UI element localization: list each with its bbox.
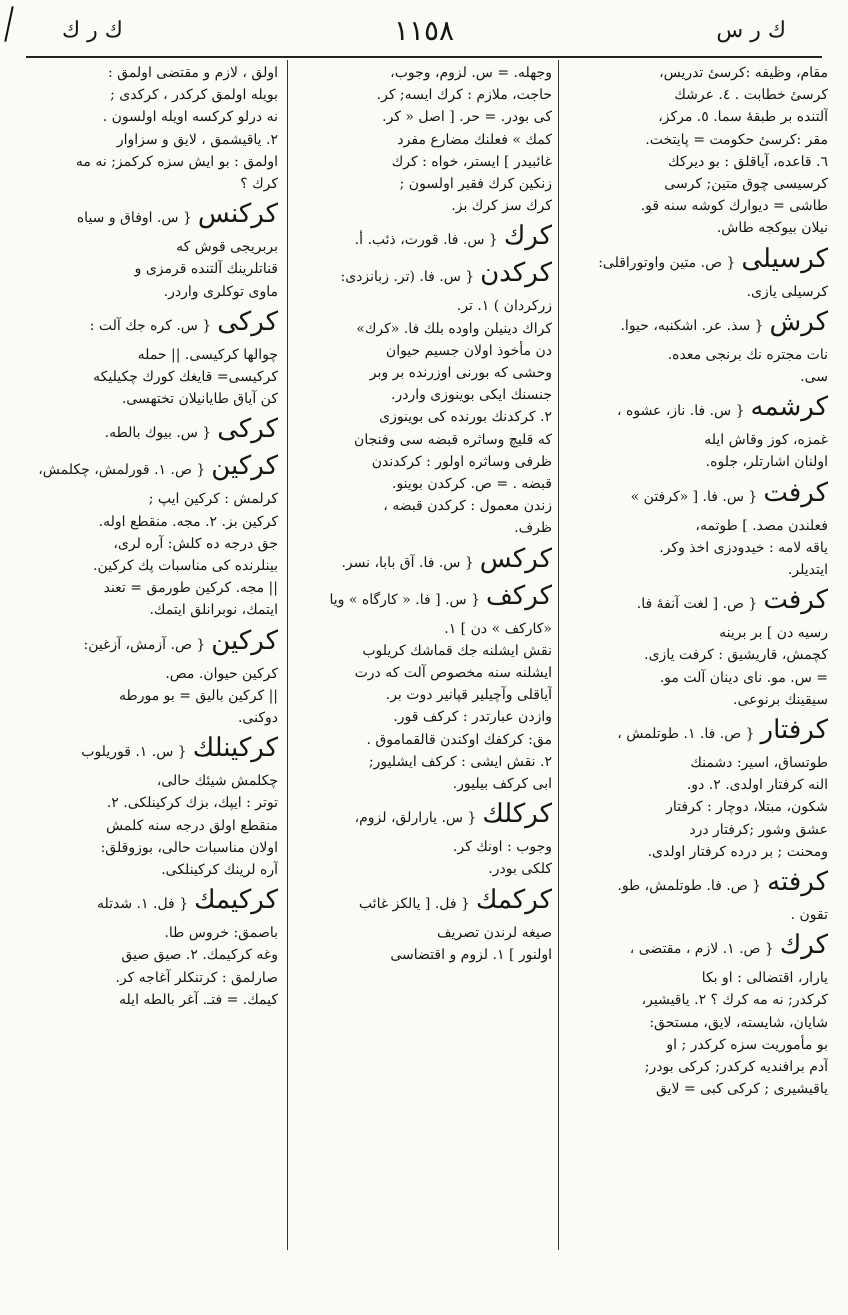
text-line: كرسىٔ خطابت . ٤. عرشك — [674, 87, 828, 104]
entry-headword: كركين — [211, 625, 278, 656]
dictionary-entry — [300, 222, 552, 254]
text-line: كرك سز كرك بز. — [451, 198, 552, 215]
entry-headword: كرك — [779, 930, 828, 961]
entry-line: كرسيلى يازى. — [746, 283, 828, 300]
entry-headword: كركى — [217, 414, 278, 445]
entry-line: نات مجتره نك برنجى معده. — [667, 346, 828, 363]
entry-line: ظرفى وساثره اولور : كركدندن — [371, 453, 552, 470]
text-line: ٢. ياقيشمق ، لايق و سزاوار — [116, 131, 278, 148]
entry-definition: { ص. فا. طوتلمش، طو. — [617, 878, 762, 895]
entry-line: جق درجه ده كلش: آره لرى، — [113, 535, 278, 552]
text-line: آلتنده بر طبقهٔ سما. ٥. مركز، — [658, 109, 828, 126]
entry-headword: كركين — [211, 451, 278, 482]
dictionary-entry — [576, 716, 828, 863]
entry-first-line — [300, 259, 552, 291]
entry-line: ٢. كركدنك بورنده كى بوينوزى — [379, 409, 552, 426]
entry-definition: { س. فا. قورت، ذئب. أ. — [354, 232, 498, 249]
dictionary-entry — [26, 308, 278, 411]
entry-first-line — [576, 868, 828, 900]
entry-line: = س. مو. ناى دينان آلت مو. — [659, 669, 828, 686]
entry-first-line — [300, 582, 552, 614]
entry-line: ماوى توكلرى واردر. — [163, 283, 278, 300]
entry-line: وحشى كه بورنى اوزرنده بر وبر — [369, 365, 552, 382]
entry-line: كراك دينيلن واوده بلك فا. «كرك» — [356, 320, 552, 337]
entry-first-line — [26, 200, 278, 232]
text-line: ٦. قاعده، آياقلق : بو دیركك — [668, 153, 828, 170]
column-right — [576, 62, 828, 1252]
entry-definition: { ص. آزمش، آزغين: — [83, 636, 206, 653]
text-line: نيلان بيوكجه طاش. — [716, 220, 828, 237]
entry-line: كلكى بودر. — [488, 861, 552, 878]
text-line: بويله اولمق كركدر ، كركدى ; — [110, 87, 278, 104]
entry-line: ٢. نقش ايشى : كركف ايشليور; — [368, 753, 552, 770]
dictionary-entry — [26, 886, 278, 1011]
dictionary-entry — [26, 200, 278, 303]
entry-line: بربريجى قوش كه — [176, 239, 278, 256]
entry-first-line — [26, 452, 278, 484]
entry-first-line — [300, 886, 552, 918]
column-divider — [558, 60, 559, 1250]
entry-line: ومحنت ; بر درده كرفتار اولدى. — [647, 843, 828, 860]
entry-line: وغه كركيمك. ٢. صيق صيق — [121, 947, 278, 964]
text-line: غائبيدر ] ايستر، خواه : كرك — [391, 153, 552, 170]
text-line: حاجت، ملازم : كرك ايسه; كر. — [376, 87, 552, 104]
entry-line: طوتساق، اسير: دشمنك — [690, 755, 828, 772]
entry-first-line — [26, 308, 278, 340]
header-rule — [26, 56, 822, 58]
entry-line: كچمش، قاريشيق : كرفت يازى. — [644, 647, 828, 664]
column-divider — [287, 60, 288, 1250]
entry-definition: { فل. ١. شدتله — [96, 896, 189, 913]
text-line: اولمق : بو ايش سزه كركمز; نه مه — [75, 153, 278, 170]
entry-line: رسيه دن ] بر برينه — [719, 625, 828, 642]
entry-headword: كركلك — [482, 799, 552, 830]
text-line: نه درلو كركسه اويله اولسون . — [102, 109, 278, 126]
entry-line: آره لرينك كركينلكى. — [161, 862, 278, 879]
entry-headword: كركف — [485, 580, 552, 611]
entry-line: مق: كركفك اوكندن قالقماموق . — [366, 731, 552, 748]
entry-line: اولنان اشارتلر، جلوه. — [705, 454, 828, 471]
entry-line: باصمق: خروس طا. — [164, 925, 278, 942]
text-line: مقر :كرسىٔ حكومت = پايتخت. — [645, 131, 828, 148]
entry-line: كركدر; نه مه كرك ؟ ٢. ياقيشير، — [641, 992, 828, 1009]
entry-line: سيقينك برنوعى. — [733, 691, 828, 708]
dictionary-entry — [26, 415, 278, 447]
entry-definition: { فل. [ يالكز غائب — [358, 895, 470, 912]
dictionary-entry — [576, 308, 828, 388]
entry-line: قبضه . = ص. كركدن بوينو. — [392, 476, 552, 493]
entry-first-line — [26, 734, 278, 766]
entry-line: جنسنك ايكى بوينوزى واردر. — [391, 387, 552, 404]
entry-line: نقش ايشلنه جك قماشك كريلوب — [362, 642, 552, 659]
column-middle — [300, 62, 552, 1252]
entry-line: فعلندن مصد. ] طوتمه، — [695, 517, 828, 534]
entry-line: بينلرنده كى مناسبات پك كركين. — [93, 558, 278, 575]
text-line: وجهله. = س. لزوم، وجوب، — [390, 65, 552, 81]
entry-line: || كركين باليق = بو مورطه — [119, 687, 278, 704]
entry-line: بو مأموريت سزه كركدر ; او — [666, 1036, 828, 1053]
dictionary-entry — [300, 545, 552, 577]
entry-line: صارلمق : كرتنكلر آغاجه كر. — [115, 969, 278, 986]
header-left-guide: ك ر ك — [62, 18, 123, 43]
entry-line: تقون . — [790, 907, 828, 924]
entry-definition: { س. [ فا. « كارگاه » ويا — [329, 591, 480, 608]
entry-headword: كركيمك — [194, 885, 278, 916]
entry-line: ظرف. — [514, 520, 552, 537]
text-line: طاشى = ديوارك كوشه سنه قو. — [640, 198, 828, 215]
text-line: كرسيسى چوق متين; كرسى — [664, 176, 828, 193]
entry-headword: كرك — [503, 221, 552, 252]
entry-headword: كرفتار — [760, 715, 828, 746]
entry-line: || مجه. كركين طورمق = تعند — [103, 580, 278, 597]
dictionary-entry — [300, 886, 552, 966]
entry-line: كيمك. = فتـ. آغر بالطه ايله — [119, 991, 278, 1008]
entry-headword: كرسيلى — [741, 243, 828, 274]
entry-headword: كركس — [479, 543, 552, 574]
dictionary-entry — [576, 868, 828, 926]
entry-line: النه كرفتار اولدى. ٢. دو. — [686, 777, 828, 794]
entry-line: كن آياق طايانيلان تختهسى. — [121, 391, 278, 408]
entry-definition: { ص. ١. لازم ، مقتضى ، — [629, 941, 774, 958]
dictionary-entry — [300, 259, 552, 539]
entry-line: اولان مناسبات حالى، بوزوقلق: — [100, 839, 278, 856]
entry-first-line — [26, 627, 278, 659]
entry-line: ايتمك، نوبرانلق ايتمك. — [149, 602, 278, 619]
text-line: اولق ، لازم و مقتضى اولمق : — [107, 65, 278, 81]
entry-line: زندن معمول : كركدن قبضه ، — [383, 498, 552, 515]
dictionary-entry — [576, 393, 828, 473]
entry-first-line — [576, 308, 828, 340]
entry-headword: كركمك — [475, 884, 552, 915]
entry-definition: { ص. متين واوتوراقلى: — [598, 254, 736, 271]
entry-headword: كركينلك — [192, 733, 278, 764]
entry-line: صيغه لرندن تصريف — [437, 924, 552, 941]
entry-line: چكلمش شيئك حالى، — [156, 773, 278, 790]
entry-line: كه قليچ وساثره قبضه سى وفنجان — [354, 431, 552, 448]
entry-headword: كرشمه — [750, 392, 828, 423]
text-line: مقام، وظيفه :كرسىٔ تدريس، — [659, 65, 828, 81]
dictionary-entry — [576, 479, 828, 582]
entry-definition: { س. فا. آق بابا، نسر. — [341, 554, 474, 571]
entry-first-line — [26, 886, 278, 918]
entry-line: قناتلرينك آلتنده قرمزى و — [134, 261, 278, 278]
entry-first-line — [300, 545, 552, 577]
entry-line: آياقلى وآچيلير قپانير دوت بر. — [385, 687, 552, 704]
entry-line: آدم برافنديه كركدر; كركى بودر; — [644, 1059, 828, 1076]
entry-definition: { ص. [ لغت آنفهٔ فا. — [636, 596, 758, 613]
entry-first-line — [300, 222, 552, 254]
entry-line: «كاركف » دن ] ١. — [444, 620, 552, 637]
text-line: كمك » فعلنك مضارع مفرد — [397, 131, 552, 148]
entry-line: ابى كركف بيليور. — [452, 776, 552, 793]
entry-headword: كرش — [769, 306, 828, 337]
entry-line: منقطع اولق درجه سنه كلمش — [106, 817, 278, 834]
entry-line: اولنور ] ١. لزوم و اقتضاسى — [390, 946, 552, 963]
entry-line: ايشلنه سنه مخصوص آلت كه درت — [354, 665, 552, 682]
entry-headword: كركنس — [197, 199, 278, 230]
entry-first-line — [300, 800, 552, 832]
dictionary-entry — [26, 627, 278, 730]
page-number: ١١٥٨ — [393, 14, 455, 47]
dictionary-entry — [576, 931, 828, 1100]
dictionary-entry — [26, 452, 278, 621]
entry-first-line — [26, 415, 278, 447]
entry-line: دن مأخوذ اولان جسيم حيوان — [385, 342, 552, 359]
entry-line: توتر : ايپك، بزك كركينلكى. ٢. — [106, 795, 278, 812]
dictionary-entry — [300, 582, 552, 796]
dictionary-entry — [576, 586, 828, 711]
entry-line: شكون، مبتلا، دوچار : كرفتار — [666, 799, 828, 816]
entry-definition: { س. فا. ناز، عشوه ، — [617, 403, 745, 420]
text-line: كرك ؟ — [240, 176, 278, 193]
entry-line: كركين حيوان. مص. — [165, 665, 278, 682]
entry-definition: { س. كره جك آلت : — [89, 317, 212, 334]
entry-definition: { ص. فا. ١. طوتلمش ، — [617, 726, 755, 743]
entry-definition: { س. بيوك بالطه. — [104, 425, 212, 442]
entry-headword: كرفت — [763, 585, 828, 616]
text-line: كى بودر. = حر. [ اصل « كر. — [382, 109, 552, 126]
entry-line: كرلمش : كركين ايپ ; — [148, 491, 278, 508]
entry-definition: { س. يارارلق، لزوم، — [354, 810, 477, 827]
entry-line: زركردان ) ١. تر. — [456, 298, 552, 315]
entry-definition: { س. فا. [ «كرفتن » — [630, 488, 758, 505]
entry-headword: كرفت — [763, 477, 828, 508]
entry-line: شايان، شايسته، لايق، مستحق: — [649, 1014, 828, 1031]
entry-line: ايتديلر. — [787, 562, 828, 579]
entry-line: غمزه، كوز وقاش ايله — [704, 432, 828, 449]
entry-first-line — [576, 716, 828, 748]
entry-line: ياقه لامه : خيدودزى اخذ وكر. — [659, 539, 828, 556]
entry-line: كركين بز. ٢. مجه. منقطع اوله. — [98, 513, 278, 530]
entry-line: دوكنى. — [237, 710, 278, 727]
entry-first-line — [576, 586, 828, 618]
entry-first-line — [576, 393, 828, 425]
entry-definition: { سذ. عر. اشكنبه، حيوا. — [620, 317, 764, 334]
entry-definition: { ص. ١. قورلمش، چكلمش، — [38, 462, 206, 479]
entry-definition: { س. اوفاق و سياه — [76, 210, 192, 227]
entry-headword: كركى — [217, 306, 278, 337]
entry-line: يارار، اقتضالى : او بكا — [701, 970, 828, 987]
entry-definition: { س. ١. قوريلوب — [81, 744, 187, 761]
entry-line: سى. — [800, 369, 828, 386]
column-left — [26, 62, 278, 1252]
entry-first-line — [576, 245, 828, 277]
text-line: زنكين كرك فقير اولسون ; — [399, 176, 552, 193]
entry-first-line — [576, 479, 828, 511]
entry-first-line — [576, 931, 828, 963]
dictionary-entry — [26, 734, 278, 881]
entry-line: كركيسى= قايغك كورك چكيليكه — [93, 369, 278, 386]
entry-headword: كركدن — [480, 258, 552, 289]
entry-line: ياقيشيرى ; كركى كبى = لايق — [655, 1081, 828, 1098]
entry-line: وازدن عبارتدر : كركف قور. — [393, 709, 552, 726]
entry-line: چوالها كركيسى. || حمله — [137, 346, 278, 363]
entry-line: عشق وشور ;كرفتار درد — [689, 821, 828, 838]
dictionary-entry — [576, 245, 828, 303]
entry-definition: { س. فا. (تر. زبانزدى: — [340, 269, 475, 286]
entry-line: وجوب : اونك كر. — [452, 839, 552, 856]
dictionary-entry — [300, 800, 552, 880]
header-right-guide: ك ر س — [716, 18, 786, 43]
entry-headword: كرفته — [767, 867, 828, 898]
